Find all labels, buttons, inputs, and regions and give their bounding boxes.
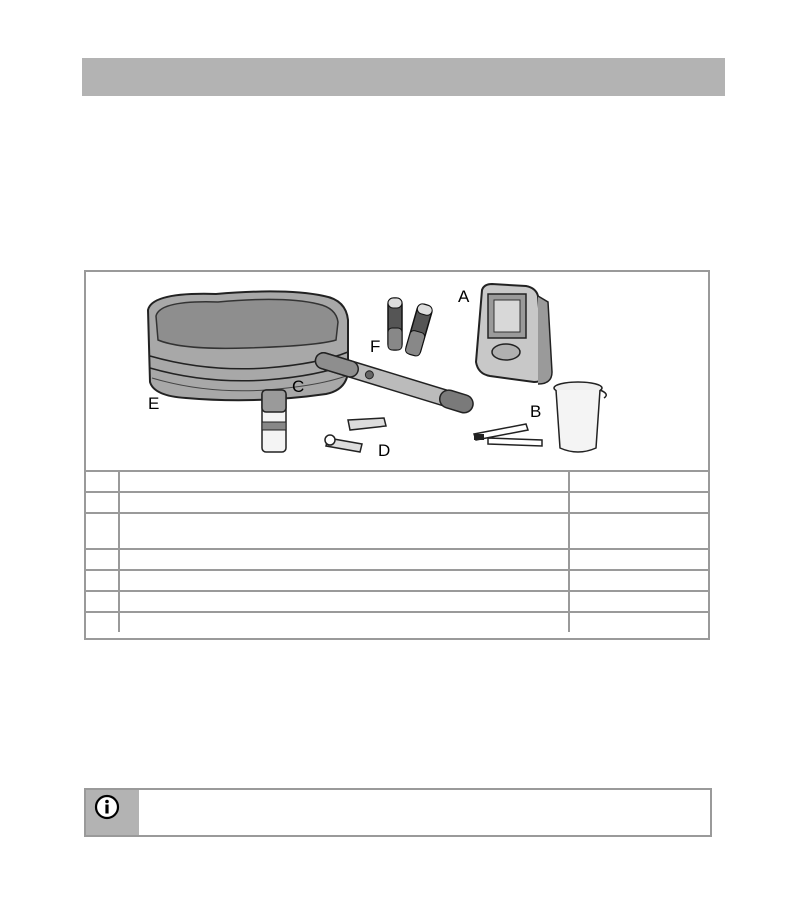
callout-b: B	[530, 402, 542, 421]
row-key	[86, 549, 119, 570]
row-key	[86, 570, 119, 591]
section-header-bar	[82, 58, 725, 96]
table-row	[86, 591, 708, 612]
carrying-case-icon	[148, 291, 348, 400]
test-strips-icon	[474, 424, 542, 446]
table-row	[86, 492, 708, 513]
lancets-icon	[325, 418, 386, 452]
table-row	[86, 570, 708, 591]
row-key	[86, 513, 119, 549]
row-quantity	[569, 471, 708, 492]
row-key	[86, 591, 119, 612]
row-key	[86, 492, 119, 513]
table-row	[86, 549, 708, 570]
row-description	[119, 570, 569, 591]
row-quantity	[569, 513, 708, 549]
callout-d: D	[378, 441, 391, 460]
row-description	[119, 513, 569, 549]
blood-glucose-meter-icon	[476, 284, 552, 384]
callout-c: C	[292, 377, 305, 396]
lancet-container-icon	[262, 390, 286, 452]
table-row	[86, 612, 708, 632]
parts-table	[86, 470, 708, 632]
row-key	[86, 471, 119, 492]
callout-f: F	[370, 337, 381, 356]
row-description	[119, 612, 569, 632]
row-description	[119, 549, 569, 570]
test-strip-container-icon	[554, 382, 606, 452]
info-icon-cell	[86, 790, 139, 835]
row-quantity	[569, 570, 708, 591]
kit-illustration	[86, 272, 708, 470]
row-quantity	[569, 591, 708, 612]
callout-e: E	[148, 394, 160, 413]
table-row	[86, 513, 708, 549]
info-icon	[86, 790, 139, 835]
kit-contents-figure	[84, 270, 710, 640]
control-solution-vials-icon	[388, 298, 433, 357]
row-quantity	[569, 492, 708, 513]
row-description	[119, 591, 569, 612]
info-note-box	[84, 788, 712, 837]
row-description	[119, 471, 569, 492]
table-row	[86, 471, 708, 492]
row-description	[119, 492, 569, 513]
row-key	[86, 612, 119, 632]
row-quantity	[569, 549, 708, 570]
callout-a: A	[458, 287, 470, 306]
row-quantity	[569, 612, 708, 632]
